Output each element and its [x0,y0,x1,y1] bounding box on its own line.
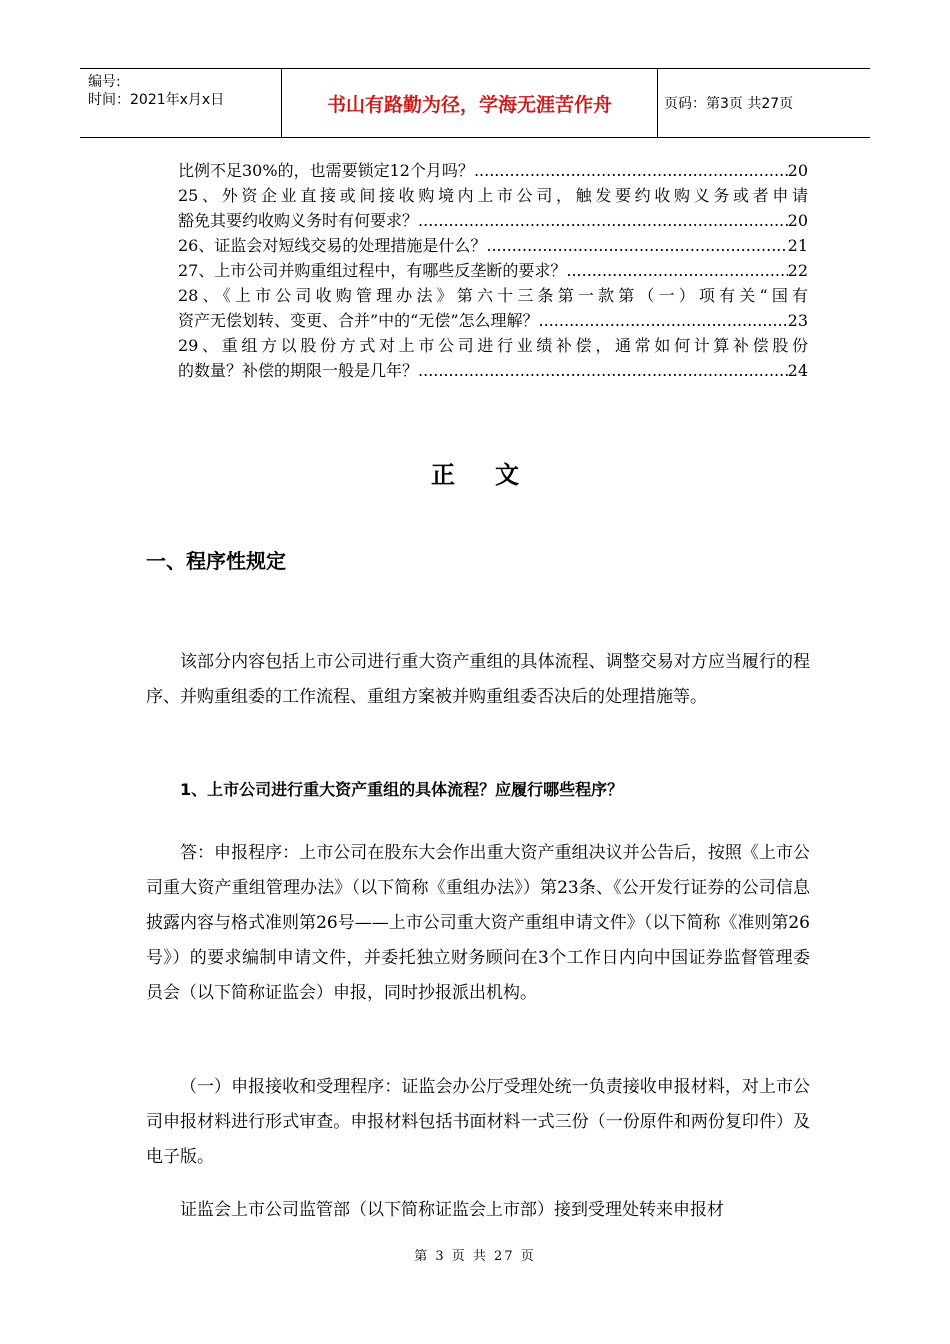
continued-paragraph: 证监会上市公司监管部（以下简称证监会上市部）接到受理处转来申报材 [180,1200,724,1220]
document-number-label: 编号: [88,74,121,90]
intro-paragraph: 该部分内容包括上市公司进行重大资产重组的具体流程、调整交易对方应当履行的程序、并购重组委的工作流程、重组方案被并购重组委否决后的处理措施等。 [146,652,810,707]
toc-page-number: 20 [787,211,808,230]
toc-entry-text: 的数量？补偿的期限一般是几年？ [178,361,419,380]
toc-entry[interactable] [178,158,808,183]
receipt-paragraph: （一）申报接收和受理程序：证监会办公厅受理处统一负责接收申报材料，对上市公司申报材料进行形式审查。申报材料包括书面材料一式三份（一份原件和两份复印件）及电子版。 [146,1077,810,1167]
section-heading: 一、程序性规定 [146,549,286,573]
toc-entry-text: 豁免其要约收购义务时有何要求？ [178,211,419,230]
toc-leader-dots [418,208,788,233]
toc-entry[interactable] [178,358,808,383]
toc-entry-text: 比例不足30%的，也需要锁定12个月吗？ [178,161,474,180]
answer-paragraph: 答：申报程序：上市公司在股东大会作出重大资产重组决议并公告后，按照《上市公司重大资产重组管理办法》（以下简称《重组办法》）第23条、《公开发行证券的公司信息披露内容与格式准则第26号——上市公司重大资产重组申请文件》（以下简称《准则第26号》）的要求编制申请文件，并委托独立财务顾问在3个工作日内向中国证券监督管理委员会（以下简称证监会）申报，同时抄报派出机构。 [146,843,810,1003]
main-title: 正文 [431,461,559,489]
toc-entry-text: 资产无偿划转、变更、合并”中的“无偿”怎么理解？ [178,311,539,330]
toc-page-number: 24 [787,361,808,380]
header-page-label: 页码：第3页 共27页 [664,96,794,112]
toc-page-number: 23 [787,311,808,330]
toc-leader-dots [474,158,788,183]
toc-entry-text: 26、证监会对短线交易的处理措施是什么？ [178,236,487,255]
toc-entry-text[interactable]: 25、外资企业直接或间接收购境内上市公司，触发要约收购义务或者申请 [178,186,808,205]
header-motto: 书山有路勤为径，学海无涯苦作舟 [282,69,658,137]
toc-leader-dots [486,233,787,258]
toc-entry[interactable] [178,208,808,233]
table-of-contents [178,158,808,383]
toc-entry[interactable] [178,258,808,283]
toc-page-number: 22 [787,261,808,280]
toc-leader-dots [418,358,788,383]
document-time-label: 时间：2021年x月x日 [88,92,225,108]
toc-leader-dots [566,258,787,283]
toc-entry[interactable] [178,308,808,333]
toc-page-number: 20 [787,161,808,180]
toc-page-number: 21 [787,236,808,255]
toc-entry-text[interactable]: 29、重组方以股份方式对上市公司进行业绩补偿，通常如何计算补偿股份 [178,336,808,355]
document-header [80,68,870,138]
page-footer: 第 3 页 共 27 页 [414,1249,536,1264]
toc-entry-text: 27、上市公司并购重组过程中，有哪些反垄断的要求？ [178,261,567,280]
header-meta-cell [80,69,282,137]
toc-leader-dots [539,308,788,333]
question-heading: 1、上市公司进行重大资产重组的具体流程？应履行哪些程序？ [180,780,624,799]
toc-entry[interactable] [178,233,808,258]
toc-entry-text[interactable]: 28、《上市公司收购管理办法》第六十三条第一款第（一）项有关“国有 [178,286,808,305]
